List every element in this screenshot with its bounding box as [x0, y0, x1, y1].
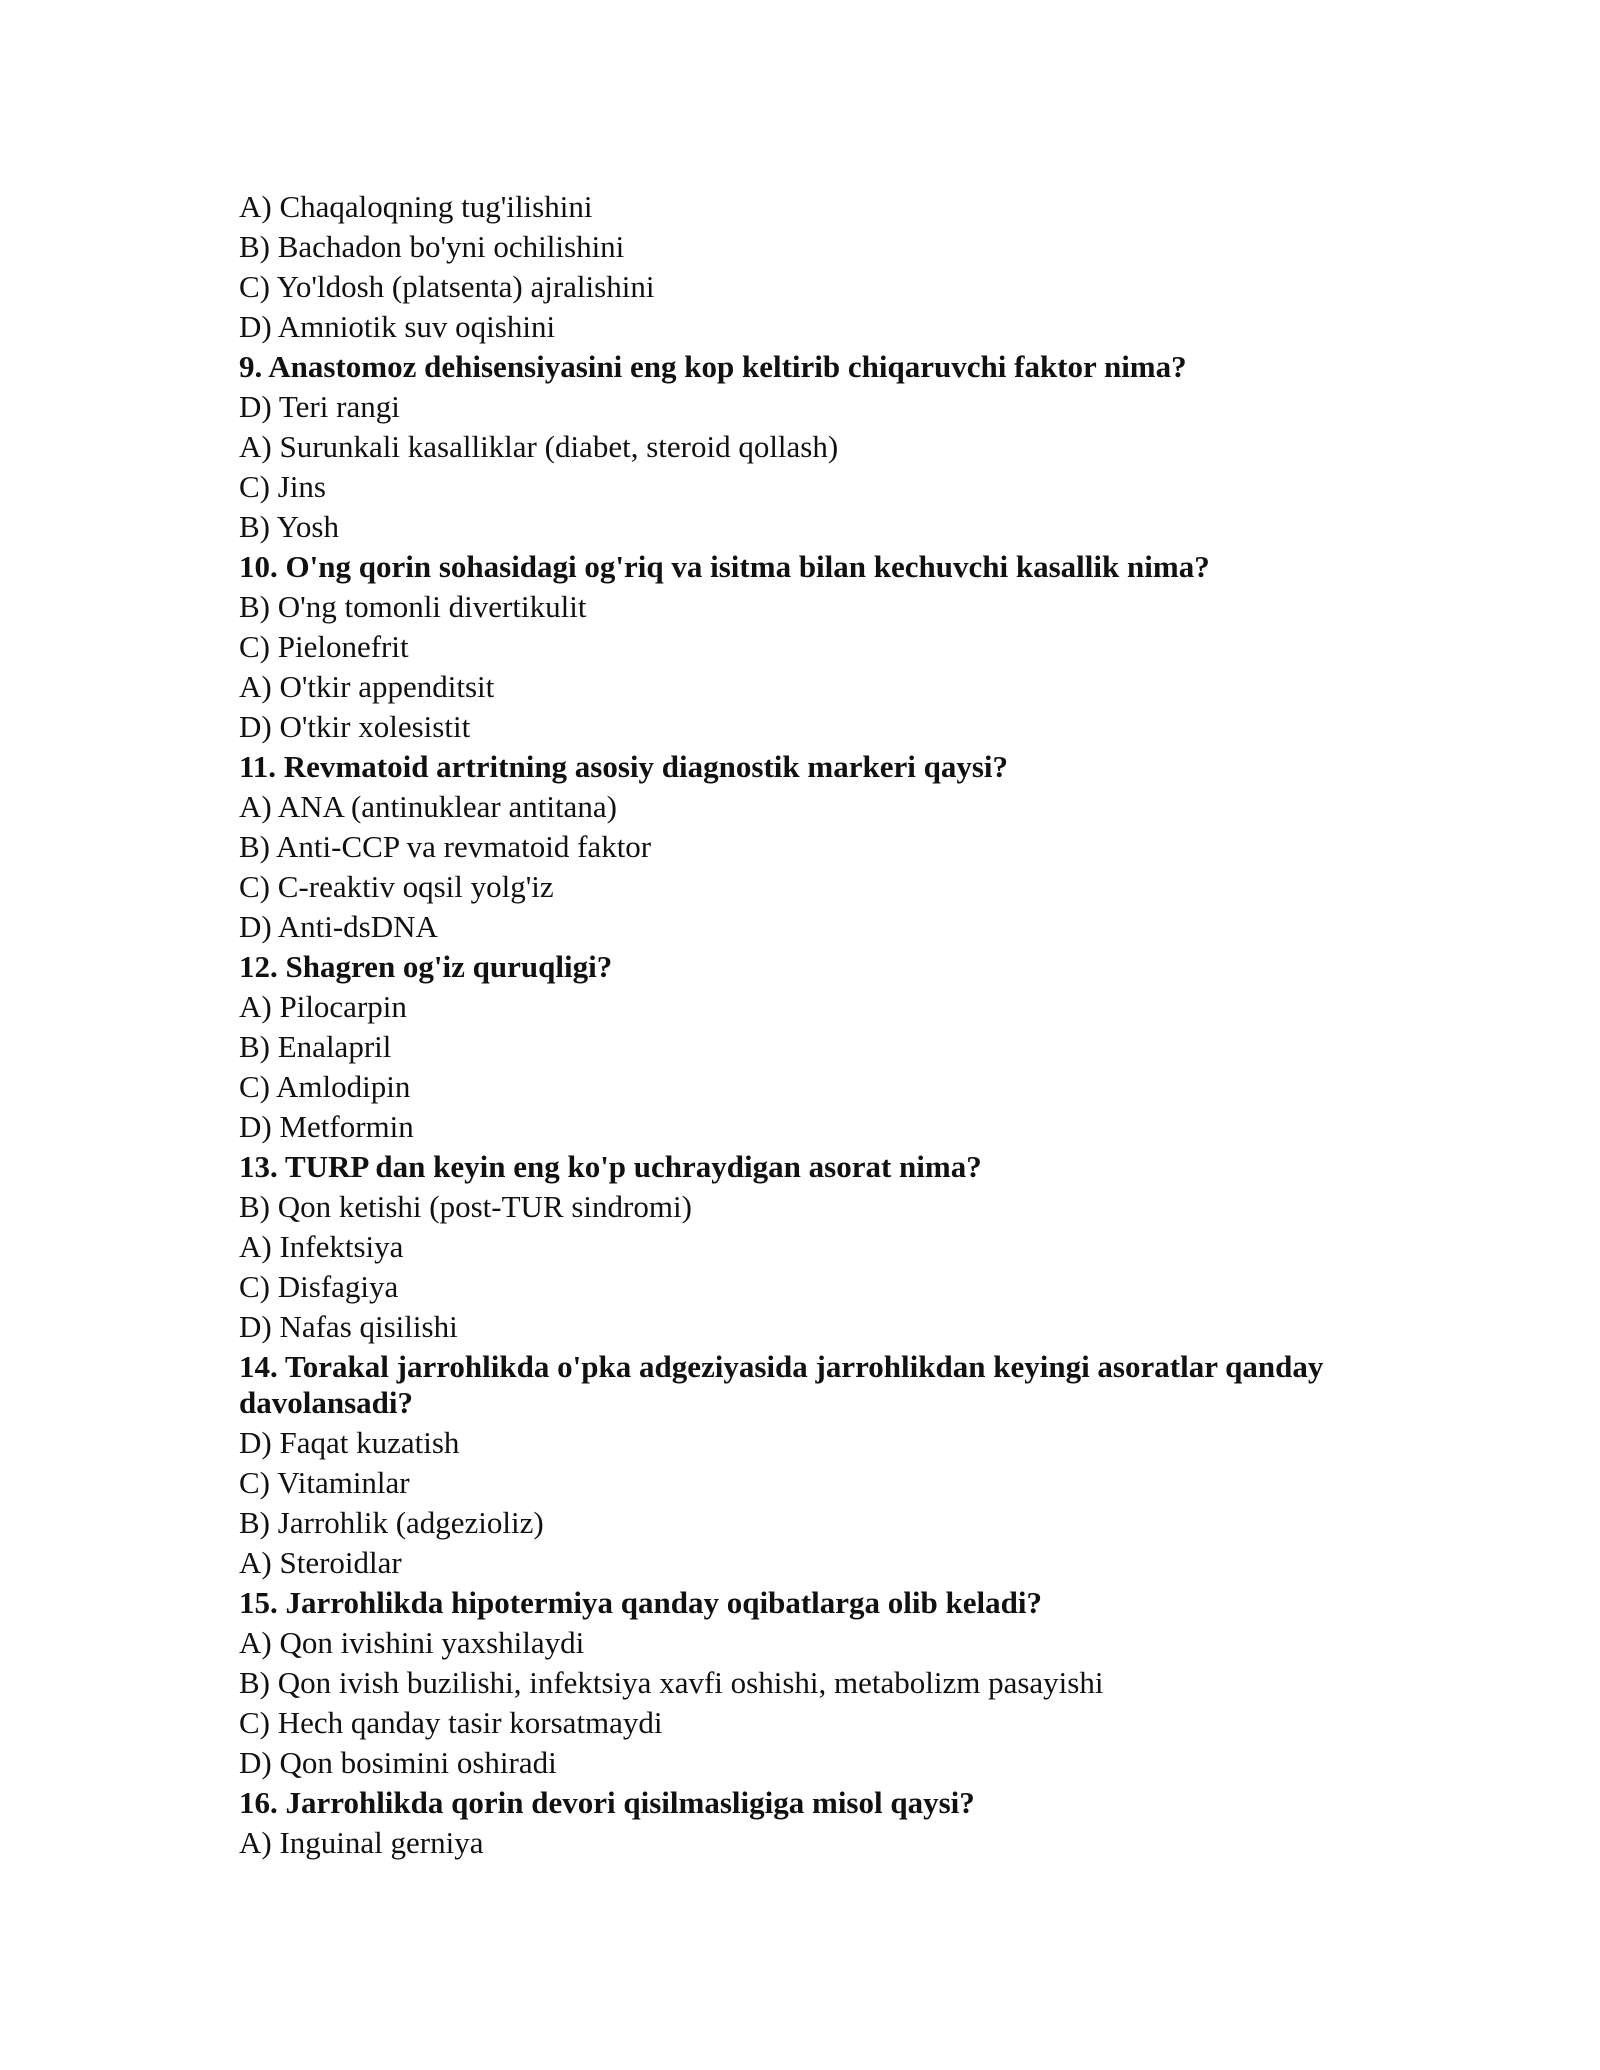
- answer-option: D) Metformin: [239, 1109, 414, 1144]
- answer-option: C) Jins: [239, 469, 326, 504]
- answer-option: A) Steroidlar: [239, 1545, 402, 1580]
- question-text: 12. Shagren og'iz quruqligi?: [239, 949, 613, 984]
- question-text: 9. Anastomoz dehisensiyasini eng kop keltirib chiqaruvchi faktor nima?: [239, 349, 1187, 384]
- answer-option: B) Qon ketishi (post-TUR sindromi): [239, 1189, 692, 1224]
- answer-option: A) Pilocarpin: [239, 989, 407, 1024]
- answer-option: A) Infektsiya: [239, 1229, 404, 1264]
- answer-option: B) Jarrohlik (adgezioliz): [239, 1505, 544, 1540]
- answer-option: A) Chaqaloqning tug'ilishini: [239, 189, 593, 224]
- answer-option: D) O'tkir xolesistit: [239, 709, 471, 744]
- answer-option: B) O'ng tomonli divertikulit: [239, 589, 587, 624]
- answer-option: D) Amniotik suv oqishini: [239, 309, 556, 344]
- answer-option: D) Nafas qisilishi: [239, 1309, 458, 1344]
- document-page: [239, 187, 1389, 1863]
- answer-option: D) Teri rangi: [239, 389, 400, 424]
- answer-option: D) Anti-dsDNA: [239, 909, 438, 944]
- answer-option: B) Bachadon bo'yni ochilishini: [239, 229, 625, 264]
- answer-option: D) Qon bosimini oshiradi: [239, 1745, 557, 1780]
- answer-option: A) O'tkir appenditsit: [239, 669, 495, 704]
- answer-option: C) Yo'ldosh (platsenta) ajralishini: [239, 269, 655, 304]
- question-text: 10. O'ng qorin sohasidagi og'riq va isitma bilan kechuvchi kasallik nima?: [239, 549, 1210, 584]
- question-text: 16. Jarrohlikda qorin devori qisilmasligiga misol qaysi?: [239, 1785, 975, 1820]
- answer-option: B) Anti-CCP va revmatoid faktor: [239, 829, 652, 864]
- answer-option: A) ANA (antinuklear antitana): [239, 789, 617, 824]
- answer-option: D) Faqat kuzatish: [239, 1425, 460, 1460]
- answer-option: C) Pielonefrit: [239, 629, 409, 664]
- answer-option: A) Surunkali kasalliklar (diabet, steroid qollash): [239, 429, 839, 464]
- answer-option: C) Vitaminlar: [239, 1465, 410, 1500]
- answer-option: B) Enalapril: [239, 1029, 392, 1064]
- answer-option: C) Hech qanday tasir korsatmaydi: [239, 1705, 663, 1740]
- answer-option: A) Qon ivishini yaxshilaydi: [239, 1625, 585, 1660]
- answer-option: C) Disfagiya: [239, 1269, 399, 1304]
- answer-option: B) Yosh: [239, 509, 339, 544]
- question-text: 13. TURP dan keyin eng ko'p uchraydigan asorat nima?: [239, 1149, 982, 1184]
- answer-option: C) Amlodipin: [239, 1069, 411, 1104]
- answer-option: B) Qon ivish buzilishi, infektsiya xavfi oshishi, metabolizm pasayishi: [239, 1665, 1104, 1700]
- question-text: 14. Torakal jarrohlikda o'pka adgeziyasida jarrohlikdan keyingi asoratlar qanday davolansadi?: [239, 1349, 1324, 1420]
- question-text: 11. Revmatoid artritning asosiy diagnostik markeri qaysi?: [239, 749, 1009, 784]
- answer-option: C) C-reaktiv oqsil yolg'iz: [239, 869, 554, 904]
- question-text: 15. Jarrohlikda hipotermiya qanday oqibatlarga olib keladi?: [239, 1585, 1042, 1620]
- answer-option: A) Inguinal gerniya: [239, 1825, 484, 1860]
